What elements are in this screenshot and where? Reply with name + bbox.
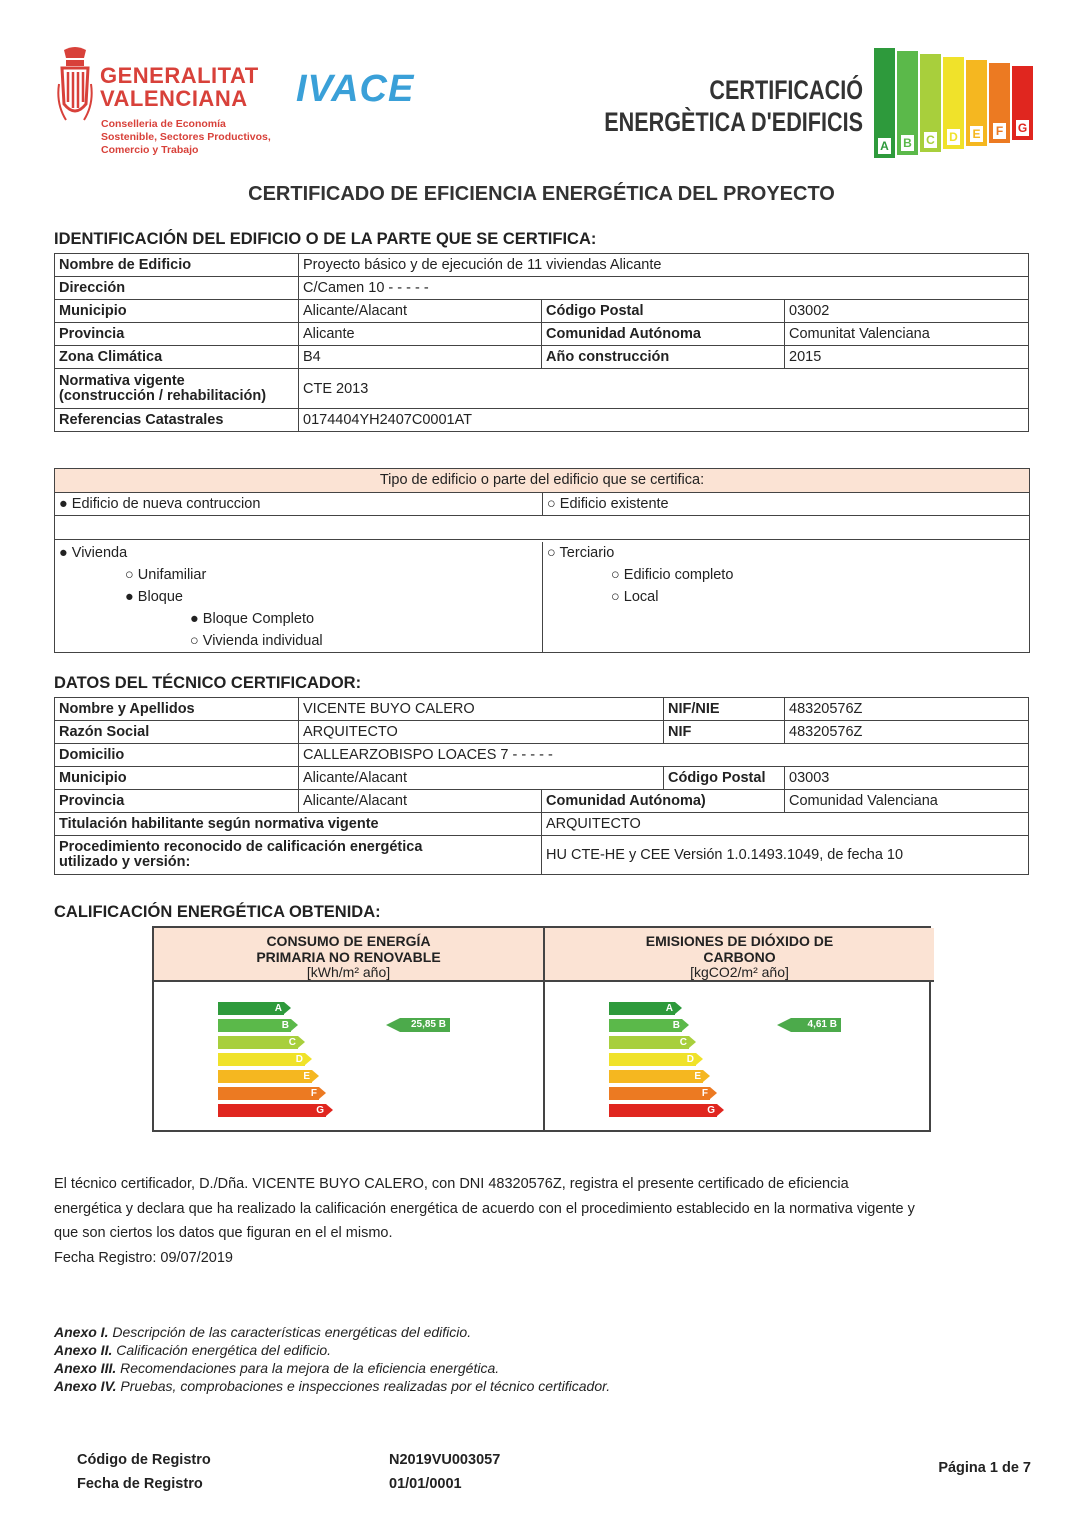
normativa-label bbox=[55, 369, 299, 409]
procedimiento-value: HU CTE-HE y CEE Versión 1.0.1493.1049, de fecha 10 bbox=[542, 836, 1029, 875]
catastro-value: 0174404YH2407C0001AT bbox=[299, 409, 1029, 432]
consumo-rating-marker: 25,85 B bbox=[400, 1018, 450, 1032]
gva-sub-line-1: Conselleria de Economía bbox=[101, 118, 226, 130]
consumo-bar-g: G bbox=[218, 1104, 326, 1117]
radio-empty-icon: ○ bbox=[547, 545, 556, 561]
nueva-construccion-label: Edificio de nueva contruccion bbox=[71, 496, 261, 512]
page-number: Página 1 de 7 bbox=[938, 1460, 1031, 1476]
table-row bbox=[55, 300, 1029, 323]
consumo-bar-c: C bbox=[218, 1036, 298, 1049]
vivienda-individual-label: Vivienda individual bbox=[202, 633, 323, 649]
unifamiliar-option[interactable] bbox=[59, 564, 542, 586]
table-row bbox=[55, 277, 1029, 300]
tecnico-heading: DATOS DEL TÉCNICO CERTIFICADOR: bbox=[54, 674, 362, 692]
radio-empty-icon: ○ bbox=[190, 633, 199, 649]
gva-sub-line-3: Comercio y Trabajo bbox=[101, 144, 199, 156]
emisiones-bar-e: E bbox=[609, 1070, 703, 1083]
radio-selected-icon: ● bbox=[59, 496, 68, 512]
consumo-header bbox=[154, 928, 543, 982]
emisiones-bar-a: A bbox=[609, 1002, 675, 1015]
tecnico-nombre-label: Nombre y Apellidos bbox=[55, 698, 299, 721]
emisiones-bar-f: F bbox=[609, 1087, 710, 1100]
nifnie-label: NIF/NIE bbox=[664, 698, 785, 721]
emisiones-bar-b: B bbox=[609, 1019, 682, 1032]
radio-empty-icon: ○ bbox=[547, 496, 556, 512]
table-row bbox=[55, 767, 1029, 790]
list-item: Anexo I. Descripción de las características energéticas del edificio. bbox=[54, 1324, 472, 1340]
direccion-label: Dirección bbox=[55, 277, 299, 300]
procedimiento-label-line-1: Procedimiento reconocido de calificación energética bbox=[59, 839, 423, 855]
emisiones-units: [kgCO2/m² año] bbox=[690, 964, 789, 980]
tecnico-comunidad-value: Comunidad Valenciana bbox=[785, 790, 1029, 813]
scale-logo-bar-e: E bbox=[966, 60, 987, 146]
tecnico-provincia-value: Alicante/Alacant bbox=[299, 790, 542, 813]
table-row bbox=[55, 369, 1029, 409]
footer-values bbox=[389, 1448, 500, 1496]
domicilio-value: CALLEARZOBISPO LOACES 7 - - - - - bbox=[299, 744, 1029, 767]
table-row bbox=[55, 254, 1029, 277]
tipo-heading: Tipo de edificio o parte del edificio que se certifica: bbox=[55, 469, 1029, 493]
codigo-postal-value: 03002 bbox=[785, 300, 1029, 323]
footer-labels bbox=[77, 1448, 211, 1496]
nueva-construccion-option[interactable] bbox=[55, 493, 542, 515]
gva-sub-line-2: Sostenible, Sectores Productivos, bbox=[101, 131, 271, 143]
normativa-label-line-2: (construcción / rehabilitación) bbox=[59, 387, 267, 404]
calificacion-heading: CALIFICACIÓN ENERGÉTICA OBTENIDA: bbox=[54, 903, 381, 921]
codigo-postal-label: Código Postal bbox=[542, 300, 785, 323]
tecnico-comunidad-label: Comunidad Autónoma) bbox=[542, 790, 785, 813]
normativa-value: CTE 2013 bbox=[299, 369, 1029, 409]
vivienda-label: Vivienda bbox=[71, 545, 128, 561]
certificacio-title bbox=[599, 74, 863, 138]
terciario-label: Terciario bbox=[559, 545, 615, 561]
comunidad-value: Comunitat Valenciana bbox=[785, 323, 1029, 346]
anio-construccion-value: 2015 bbox=[785, 346, 1029, 369]
list-item: Anexo II. Calificación energética del edificio. bbox=[54, 1342, 332, 1358]
provincia-label: Provincia bbox=[55, 323, 299, 346]
scale-logo-bar-c: C bbox=[920, 54, 941, 152]
bloque-label: Bloque bbox=[137, 589, 183, 605]
consumo-bar-d: D bbox=[218, 1053, 305, 1066]
document-title: CERTIFICADO DE EFICIENCIA ENERGÉTICA DEL PROYECTO bbox=[248, 183, 835, 205]
comunidad-label: Comunidad Autónoma bbox=[542, 323, 785, 346]
identificacion-heading: IDENTIFICACIÓN DEL EDIFICIO O DE LA PARTE QUE SE CERTIFICA: bbox=[54, 230, 597, 248]
unifamiliar-label: Unifamiliar bbox=[137, 567, 207, 583]
emisiones-bar-c: C bbox=[609, 1036, 689, 1049]
procedimiento-label bbox=[55, 836, 542, 875]
titulacion-label: Titulación habilitante según normativa vigente bbox=[55, 813, 542, 836]
radio-selected-icon: ● bbox=[190, 611, 199, 627]
municipio-label: Municipio bbox=[55, 300, 299, 323]
tipo-edificio-box bbox=[54, 468, 1030, 653]
table-row bbox=[55, 323, 1029, 346]
consumo-bar-a: A bbox=[218, 1002, 284, 1015]
emisiones-header bbox=[545, 928, 934, 982]
emisiones-header-line-2: CARBONO bbox=[703, 948, 776, 965]
gva-name-line-2: VALENCIANA bbox=[100, 86, 248, 111]
razon-social-value: ARQUITECTO bbox=[299, 721, 664, 744]
local-label: Local bbox=[623, 589, 659, 605]
table-row bbox=[55, 721, 1029, 744]
gva-name-line-1: GENERALITAT bbox=[100, 63, 259, 88]
declaration-line-3: que son ciertos los datos que figuran en el el mismo. bbox=[54, 1225, 393, 1241]
direccion-value: C/Camen 10 - - - - - bbox=[299, 277, 1029, 300]
table-row bbox=[55, 346, 1029, 369]
certificacio-line-2: ENERGÈTICA D'EDIFICIS bbox=[604, 107, 863, 137]
emisiones-bar-g: G bbox=[609, 1104, 717, 1117]
tecnico-table bbox=[54, 697, 1029, 875]
provincia-value: Alicante bbox=[299, 323, 542, 346]
fecha-registro-label: Fecha de Registro bbox=[77, 1476, 203, 1492]
edificio-completo-option[interactable] bbox=[547, 564, 1029, 586]
nombre-edificio-label: Nombre de Edificio bbox=[55, 254, 299, 277]
edificio-completo-label: Edificio completo bbox=[623, 567, 734, 583]
anio-construccion-label: Año construcción bbox=[542, 346, 785, 369]
tecnico-nombre-value: VICENTE BUYO CALERO bbox=[299, 698, 664, 721]
table-row bbox=[55, 790, 1029, 813]
declaration-line-1: El técnico certificador, D./Dña. VICENTE BUYO CALERO, con DNI 48320576Z, registra el presente certificado de eficiencia bbox=[54, 1176, 849, 1192]
consumo-bar-e: E bbox=[218, 1070, 312, 1083]
consumo-header-line-2: PRIMARIA NO RENOVABLE bbox=[256, 948, 441, 965]
declaration-text bbox=[54, 1172, 1034, 1270]
rating-box bbox=[152, 926, 931, 1132]
emisiones-header-line-1: EMISIONES DE DIÓXIDO DE bbox=[645, 933, 834, 949]
nifnie-value: 48320576Z bbox=[785, 698, 1029, 721]
tecnico-municipio-value: Alicante/Alacant bbox=[299, 767, 664, 790]
table-row bbox=[55, 744, 1029, 767]
table-row bbox=[55, 836, 1029, 875]
catastro-label: Referencias Catastrales bbox=[55, 409, 299, 432]
zona-climatica-label: Zona Climática bbox=[55, 346, 299, 369]
tecnico-municipio-label: Municipio bbox=[55, 767, 299, 790]
bloque-completo-label: Bloque Completo bbox=[202, 611, 315, 627]
codigo-registro-label: Código de Registro bbox=[77, 1452, 211, 1468]
fecha-registro-text: Fecha Registro: 09/07/2019 bbox=[54, 1249, 233, 1266]
list-item: Anexo III. Recomendaciones para la mejora de la eficiencia energética. bbox=[54, 1360, 500, 1376]
scale-logo-bar-b: B bbox=[897, 51, 918, 155]
identificacion-table bbox=[54, 253, 1029, 432]
vivienda-option[interactable] bbox=[59, 542, 542, 564]
scale-logo-bar-f: F bbox=[989, 63, 1010, 143]
generalitat-emblem-icon bbox=[56, 44, 94, 130]
scale-logo-bar-g: G bbox=[1012, 66, 1033, 140]
tecnico-cp-value: 03003 bbox=[785, 767, 1029, 790]
normativa-label-line-1: Normativa vigente bbox=[59, 372, 185, 389]
nombre-edificio-value: Proyecto básico y de ejecución de 11 viviendas Alicante bbox=[299, 254, 1029, 277]
vivienda-individual-option[interactable] bbox=[59, 630, 542, 652]
consumo-bar-f: F bbox=[218, 1087, 319, 1100]
local-option[interactable] bbox=[547, 586, 1029, 608]
bloque-option[interactable] bbox=[59, 586, 542, 608]
radio-empty-icon: ○ bbox=[125, 567, 134, 583]
tecnico-cp-label: Código Postal bbox=[664, 767, 785, 790]
radio-selected-icon: ● bbox=[125, 589, 134, 605]
consumo-units: [kWh/m² año] bbox=[306, 964, 391, 980]
anexos-list bbox=[54, 1323, 610, 1395]
table-row bbox=[55, 409, 1029, 432]
fecha-registro-value: 01/01/0001 bbox=[389, 1476, 462, 1492]
certificacio-line-1: CERTIFICACIÓ bbox=[709, 75, 863, 105]
generalitat-logo bbox=[56, 44, 306, 164]
nif-label: NIF bbox=[664, 721, 785, 744]
codigo-registro-value: N2019VU003057 bbox=[389, 1452, 501, 1468]
nif-value: 48320576Z bbox=[785, 721, 1029, 744]
edificio-existente-label: Edificio existente bbox=[559, 496, 669, 512]
radio-empty-icon: ○ bbox=[611, 589, 620, 605]
declaration-line-2: energética y declara que ha realizado la calificación energética de acuerdo con el procedimiento establecido en la normativa vigente y bbox=[54, 1200, 915, 1217]
consumo-column bbox=[154, 928, 543, 1130]
tecnico-provincia-label: Provincia bbox=[55, 790, 299, 813]
table-row bbox=[55, 698, 1029, 721]
zona-climatica-value: B4 bbox=[299, 346, 542, 369]
domicilio-label: Domicilio bbox=[55, 744, 299, 767]
edificio-existente-option[interactable] bbox=[542, 493, 1029, 515]
municipio-value: Alicante/Alacant bbox=[299, 300, 542, 323]
emisiones-rating-marker: 4,61 B bbox=[791, 1018, 841, 1032]
table-row bbox=[55, 813, 1029, 836]
razon-social-label: Razón Social bbox=[55, 721, 299, 744]
consumo-bar-b: B bbox=[218, 1019, 291, 1032]
scale-logo-bar-d: D bbox=[943, 57, 964, 149]
procedimiento-label-line-2: utilizado y versión: bbox=[59, 854, 191, 870]
titulacion-value: ARQUITECTO bbox=[542, 813, 1029, 836]
ivace-logo: IVACE bbox=[296, 68, 415, 110]
emisiones-bar-d: D bbox=[609, 1053, 696, 1066]
radio-empty-icon: ○ bbox=[611, 567, 620, 583]
consumo-header-line-1: CONSUMO DE ENERGÍA bbox=[266, 933, 431, 949]
radio-selected-icon: ● bbox=[59, 545, 68, 561]
bloque-completo-option[interactable] bbox=[59, 608, 542, 630]
terciario-option[interactable] bbox=[547, 542, 1029, 564]
scale-logo-bar-a: A bbox=[874, 48, 895, 158]
list-item: Anexo IV. Pruebas, comprobaciones e inspecciones realizadas por el técnico certificador. bbox=[54, 1378, 611, 1394]
energy-scale-logo bbox=[874, 44, 1036, 158]
emisiones-column bbox=[543, 928, 934, 1130]
